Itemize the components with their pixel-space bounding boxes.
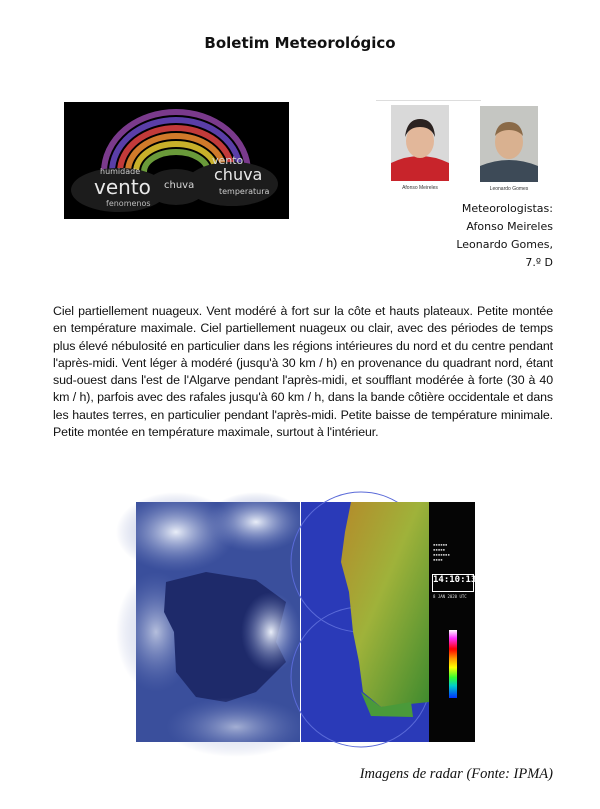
radar-legend-panel: [429, 502, 482, 742]
meteorologist-name: Afonso Meireles: [466, 220, 553, 233]
photo-caption: Leonardo Gomes: [489, 186, 529, 192]
page-title: Boletim Meteorológico: [204, 34, 396, 52]
radar-image: [301, 502, 482, 742]
radar-clock: 14:10:132: [433, 575, 482, 585]
wordcloud-word: vento: [212, 154, 244, 167]
wordcloud-word: chuva: [214, 165, 263, 184]
radar-panel-text: ▪▪▪▪▪▪ ▪▪▪▪▪ ▪▪▪▪▪▪▪ ▪▪▪▪: [433, 542, 450, 562]
portrait-image: [480, 106, 538, 182]
class-label: 7.º D: [525, 256, 553, 269]
wordcloud-word: temperatura: [219, 187, 270, 196]
radar-date: 8 JAN 2020 UTC: [433, 594, 467, 599]
wordcloud-word: fenomenos: [106, 199, 151, 208]
weather-wordcloud-image: [64, 102, 289, 219]
forecast-paragraph: Ciel partiellement nuageux. Vent modéré à fort sur la côte et hauts plateaux. Petite montée en température maximale. Ciel partiellement nuageux ou clair, avec des périodes de temps plus élevé nébulosité en particulier dans les régions intérieures du nord et du centre pendant l'après-midi. Vent léger à modéré (jusqu'à 30 km / h) en provenance du quadrant nord, étant sud-ouest dans l'est de l'Algarve pendant l'après-midi, et soufflant modérée à forte (30 à 40 km / h), parfois avec des rafales jusqu'à 60 km / h, dans la bande côtière occidentale et dans les hautes terres, en particulier pendant l'après-midi. Petite baisse de température minimale. Petite montée en température maximale, surtout à l'intérieur.: [53, 304, 553, 440]
photo-afonso: [376, 100, 481, 191]
image-source-caption: Imagens de radar (Fonte: IPMA): [359, 766, 553, 782]
photo-caption: Afonso Meireles: [402, 185, 438, 191]
meteorologist-name: Leonardo Gomes,: [456, 238, 553, 251]
wordcloud-word: humidade: [100, 167, 141, 176]
radar-color-scale: [449, 630, 457, 698]
portrait-image: [391, 105, 449, 181]
wordcloud-word: vento: [94, 175, 151, 199]
photo-leonardo: [480, 100, 550, 192]
meteorologists-label: Meteorologistas:: [461, 202, 553, 215]
satellite-image: [136, 502, 300, 742]
wordcloud-word: chuva: [164, 180, 195, 191]
meteorologists-block: [456, 200, 553, 272]
